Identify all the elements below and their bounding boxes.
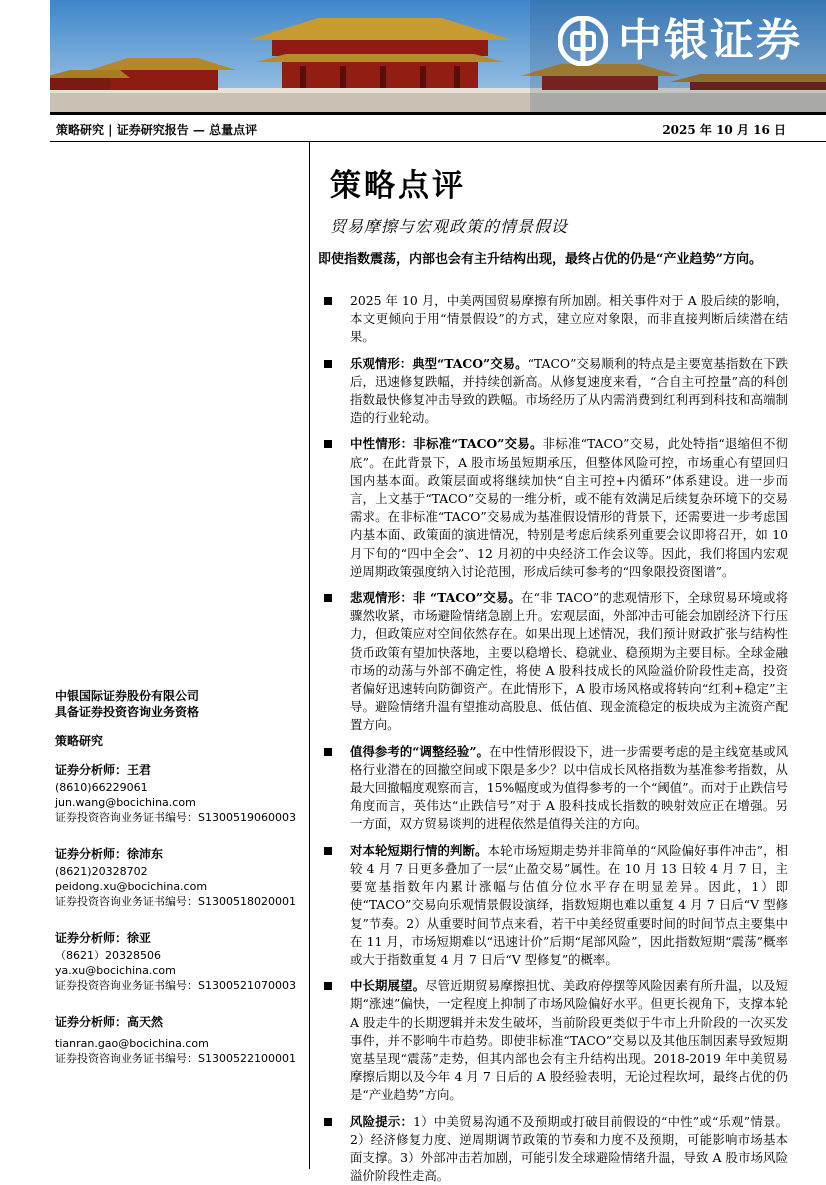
summary-statement: 即使指数震荡，内部也会有主升结构出现，最终占优的仍是“产业趋势”方向。 (318, 252, 762, 267)
subheader-rule (50, 141, 826, 142)
breadcrumb: 策略研究 | 证券研究报告 — 总量点评 (56, 123, 258, 137)
boci-logo (558, 16, 802, 66)
analyst-email[interactable]: tianran.gao@bocichina.com (55, 1037, 209, 1050)
bullet-square-icon (324, 297, 332, 305)
key-point-text: 非标准“TACO”交易，此处特指“退缩但不彻底”。在此背景下，A 股市场虽短期承压，但整体风险可控，市场重心有望回归国内基本面。政策层面或将继续加快“自主可控+内循环”体系建设。进一步而言，上文基于“TACO”交易的一维分析，或不能有效满足后续复杂环境下的交易需求。在非标准“TACO”交易成为基准假设情形的背景下，还需要进一步考虑国内基本面、政策面的演进情况，特别是考虑后续系列重要会议即将召开，如 10 月下旬的“四中全会”、12 月初的中央经济工作会议等。因此，我们将国内宏观逆周期政策强度纳入讨论范围，形成后续可参考的“四象限投资图谱”。 (350, 436, 788, 579)
company-name: 中银国际证券股份有限公司 (55, 689, 200, 703)
analyst-card (55, 761, 307, 825)
analyst-email[interactable]: ya.xu@bocichina.com (55, 964, 176, 977)
analyst-email[interactable]: jun.wang@bocichina.com (55, 796, 196, 809)
bullet-square-icon (324, 440, 332, 448)
report-date: 2025 年 10 月 16 日 (662, 123, 786, 137)
key-point-lead: 值得参考的“调整经验”。 (350, 743, 490, 759)
analyst-phone: （8621）20328506 (55, 949, 161, 962)
bullet-square-icon (324, 847, 332, 855)
bullet-square-icon (324, 982, 332, 990)
key-point-lead: 悲观情形：非 “TACO”交易。 (350, 590, 521, 606)
page-title: 策略点评 (330, 168, 466, 204)
key-point-item (322, 355, 788, 428)
analyst-sidebar (55, 688, 307, 1066)
report-meta-bar (50, 118, 826, 140)
key-point-text: 本轮市场短期走势并非简单的“风险偏好事件冲击”，相较 4 月 7 日更多叠加了一层“止盈交易”属性。在 10 月 13 日较 4 月 7 日，主要宽基指数年内累计涨幅与估值分位水平存在明显差异。因此，1）即使“TACO”交易向乐观情景假设演绎，指数短期也难以重复 4 月 7 日后“V 型修复”节奏。2）从重要时间节点来看，若干中美经贸重要时间的时间节点主要集中在 11 月，市场短期难以“迅速计价”后期“尾部风险”，因此指数短期“震荡”概率或大于指数重复 4 月 7 日后“V 型修复”的概率。 (350, 842, 789, 967)
key-point-lead: 对本轮短期行情的判断。 (350, 842, 488, 858)
header-banner (50, 0, 826, 112)
analyst-cert: 证券投资咨询业务证书编号：S1300521070003 (55, 979, 296, 992)
analyst-email[interactable]: peidong.xu@bocichina.com (55, 880, 208, 893)
company-qualification: 具备证券投资咨询业务资格 (55, 705, 200, 719)
analyst-cert: 证券投资咨询业务证书编号：S1300519060003 (55, 811, 296, 824)
analyst-name: 证券分析师：高天然 (55, 1015, 164, 1029)
key-point-lead: 中性情形：非标准“TACO”交易。 (350, 436, 543, 452)
analyst-phone: (8621)20328702 (55, 865, 148, 878)
key-point-text: “TACO”交易顺利的特点是主要宽基指数在下跌后，迅速修复跌幅，并持续创新高。从修复速度来看，“合自主可控量”高的科创指数最快修复冲击导致的跌幅。市场经历了从内需消费到红利再到科技和高端制造的行业轮动。 (350, 355, 788, 426)
key-point-item (322, 589, 788, 735)
key-point-text: 在“非 TACO”的悲观情形下，全球贸易环境或将骤然收紧，市场避险情绪急剧上升。宏观层面，外部冲击可能会加剧经济下行压力，但政策应对空间依然存在。如果出现上述情况，我们预计财政扩张与结构性货币政策有望加快落地，主要以稳增长、稳就业、稳预期为主要目标。全球金融市场的动荡与外部不确定性，将使 A 股科技成长的风险溢价阶段性走高，投资者偏好迅速转向防御资产。在此情形下，A 股市场风格或将转向“红利+稳定”主导。避险情绪升温有望推动高股息、低估值、现金流稳定的板块成为主流资产配置方向。 (350, 590, 788, 733)
bullet-square-icon (324, 594, 332, 602)
analyst-card (55, 929, 307, 993)
analyst-card (55, 1013, 307, 1066)
analyst-name: 证券分析师：徐亚 (55, 931, 152, 945)
analyst-card (55, 845, 307, 909)
analyst-name: 证券分析师：王君 (55, 763, 152, 777)
analyst-cert: 证券投资咨询业务证书编号：S1300522100001 (55, 1052, 296, 1065)
key-points-list (322, 292, 788, 1185)
bullet-square-icon (324, 748, 332, 756)
bullet-square-icon (324, 1118, 332, 1126)
key-point-item (322, 435, 788, 581)
key-point-item (322, 292, 788, 347)
header-rule (50, 112, 826, 115)
column-divider (309, 142, 310, 1169)
key-point-item (322, 842, 788, 969)
analyst-name: 证券分析师：徐沛东 (55, 847, 164, 861)
bank-of-china-logo-icon (558, 16, 608, 66)
key-point-item (322, 977, 788, 1104)
page-subtitle: 贸易摩擦与宏观政策的情景假设 (330, 217, 569, 236)
key-point-item (322, 1113, 788, 1185)
key-point-text: 尽管近期贸易摩擦担忧、美政府停摆等风险因素有所升温，以及短期“涨速”偏快，一定程度上抑制了市场风险偏好水平。但更长视角下，支撑本轮 A 股走牛的长期逻辑并未发生破坏，当前阶段更类似于牛市上升阶段的一次买发事件，并不影响牛市趋势。即使非标准“TACO”交易以及其他压制因素导致短期宽基呈现“震荡”走势，但其内部也会有主升结构出现。2018-2019 年中美贸易摩擦后期以及今年 4 月 7 日后的 A 股经验表明，无论过程坎坷，最终占优的仍是“产业趋势”方向。 (350, 978, 789, 1103)
key-point-text: 在中性情形假设下，进一步需要考虑的是主线宽基或风格行业潜在的回撤空间或下限是多少？以中信成长风格指数为基准参考指数，从最大回撤幅度观察而言，15%幅度或为值得参考的一个“阈值”。而对于止跌信号角度而言，英伟达“止跌信号”对于 A 股科技成长指数的映射效应正在增强。另一方面，双方贸易谈判的进程依然是值得关注的方向。 (350, 743, 789, 832)
analyst-cert: 证券投资咨询业务证书编号：S1300518020001 (55, 895, 296, 908)
key-point-lead: 风险提示： (350, 1113, 414, 1129)
key-point-text: 1）中美贸易沟通不及预期或打破目前假设的“中性”或“乐观”情景。2）经济修复力度、逆周期调节政策的节奏和力度不及预期，可能影响市场基本面支撑。3）外部冲击若加剧，可能引发全球避险情绪升温，导致 A 股市场风险溢价阶段性走高。 (350, 1113, 788, 1184)
department-name: 策略研究 (55, 734, 104, 748)
key-point-lead: 乐观情形：典型“TACO”交易。 (350, 355, 528, 371)
key-point-text: 2025 年 10 月，中美两国贸易摩擦有所加剧。相关事件对于 A 股后续的影响，本文更倾向于用“情景假设”的方式，建立应对象限，而非直接判断后续潜在结果。 (350, 293, 788, 345)
logo-text: 中银证券 (618, 15, 802, 66)
key-point-item (322, 743, 788, 834)
bullet-square-icon (324, 360, 332, 368)
analyst-phone: (8610)66229061 (55, 781, 148, 794)
key-point-lead: 中长期展望。 (350, 978, 426, 994)
